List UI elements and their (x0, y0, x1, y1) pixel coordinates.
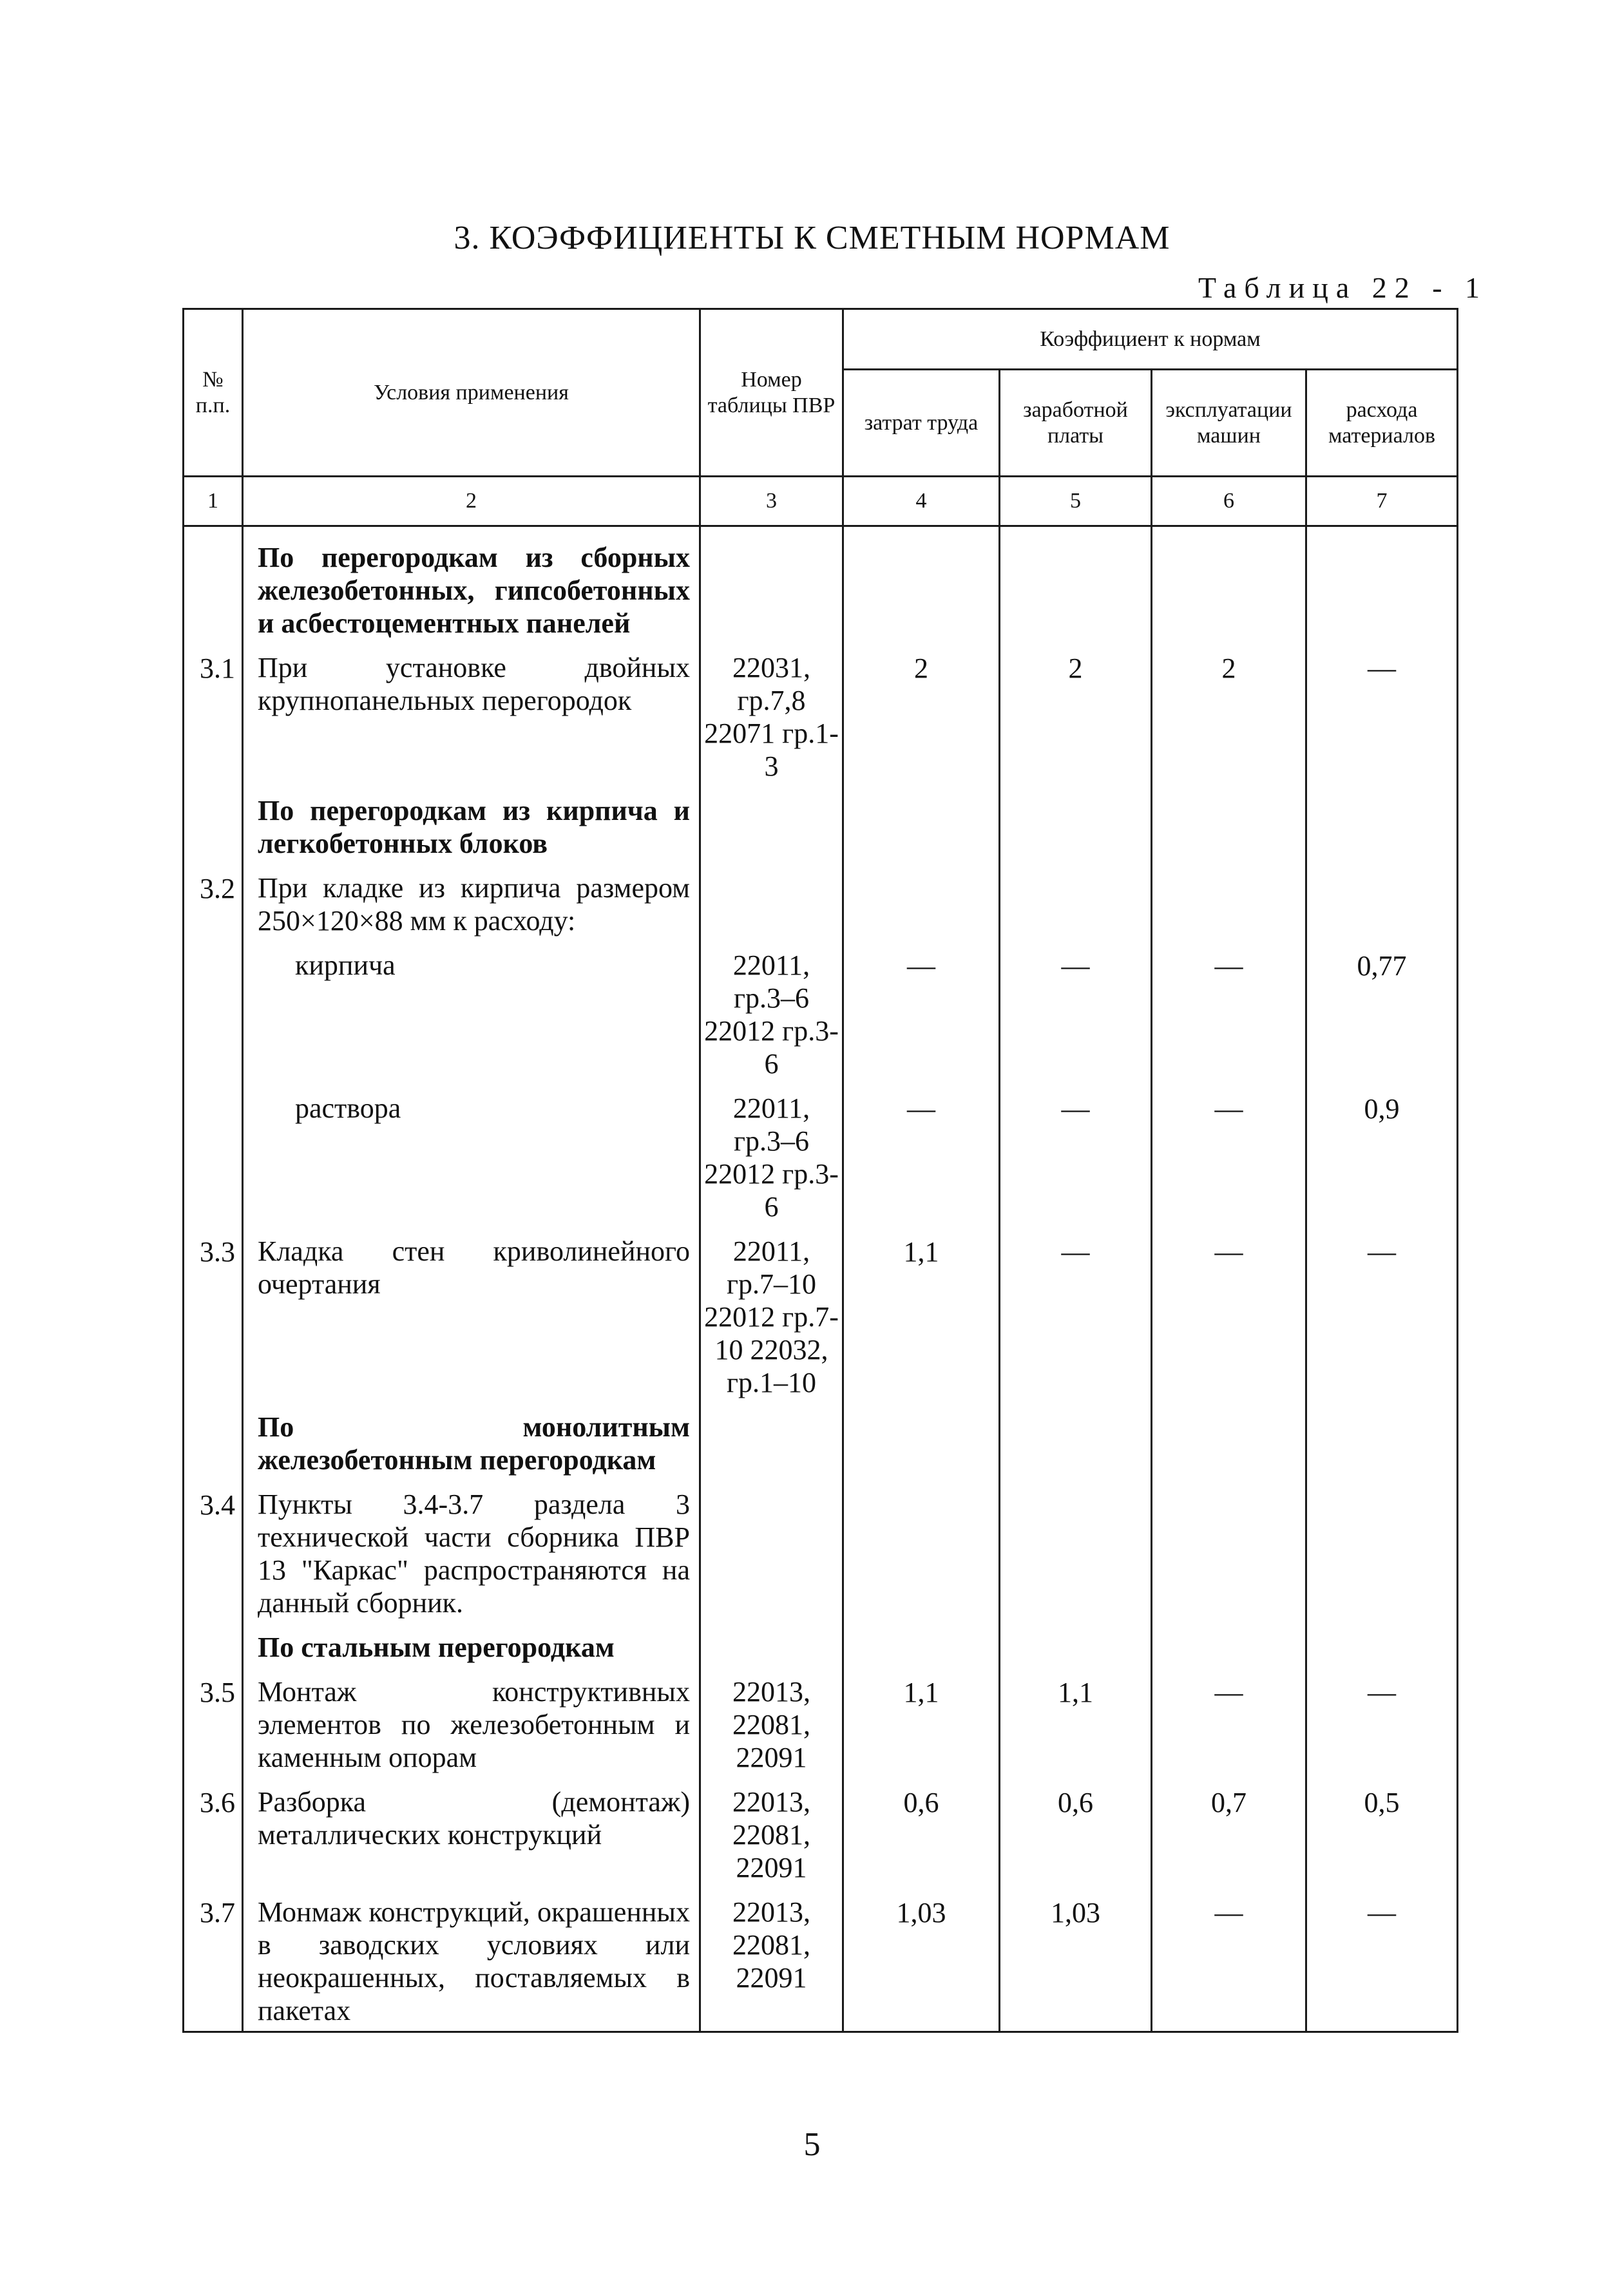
row-pvr-ref: 22011, гр.3–6 22012 гр.3-6 (700, 1092, 843, 1235)
coef-labor: 1,1 (843, 1675, 1000, 1785)
coef-labor (843, 1488, 1000, 1631)
header-pvr-table: Номер таблицы ПВР (700, 309, 843, 477)
coef-wages: — (1000, 1235, 1152, 1411)
header-wages: заработной платы (1000, 370, 1152, 477)
coef-labor: 2 (843, 651, 1000, 794)
header-coefficient-group: Коэффициент к нормам (843, 309, 1458, 370)
row-pvr-ref: 22031, гр.7,8 22071 гр.1-3 (700, 651, 843, 794)
coef-labor: — (843, 1092, 1000, 1235)
row-conditions: При установке двойных крупнопанельных перегородок (243, 651, 700, 794)
table-row (184, 1235, 1458, 1411)
coef-materials: 0,5 (1306, 1785, 1458, 1896)
table-row (184, 1675, 1458, 1785)
coef-materials: — (1306, 1896, 1458, 2032)
coef-materials: 0,77 (1306, 949, 1458, 1092)
header-machines: эксплуатации машин (1152, 370, 1306, 477)
coef-materials: 0,9 (1306, 1092, 1458, 1235)
coef-labor: 1,1 (843, 1235, 1000, 1411)
table-row (184, 949, 1458, 1092)
column-number: 2 (243, 477, 700, 526)
row-number (184, 949, 243, 1092)
row-pvr-ref (700, 871, 843, 949)
row-conditions: Кладка стен криволинейного очертания (243, 1235, 700, 1411)
row-conditions: Пункты 3.4-3.7 раздела 3 технической части сборника ПВР 13 "Каркас" распространяются на данный сборник. (243, 1488, 700, 1631)
row-number: 3.1 (184, 651, 243, 794)
coef-wages (1000, 1488, 1152, 1631)
table-row (184, 1785, 1458, 1896)
coef-labor: 1,03 (843, 1896, 1000, 2032)
header-conditions: Условия применения (243, 309, 700, 477)
coef-materials (1306, 871, 1458, 949)
coef-materials: — (1306, 651, 1458, 794)
section-row (184, 794, 1458, 871)
coef-labor (843, 871, 1000, 949)
column-number: 7 (1306, 477, 1458, 526)
row-conditions: Монмаж конструкций, окрашенных в заводских условиях или неокрашенных, поставляемых в пакетах (243, 1896, 700, 2032)
coef-wages: 2 (1000, 651, 1152, 794)
header-no: № п.п. (184, 309, 243, 477)
table-row (184, 1488, 1458, 1631)
coef-machines: — (1152, 1896, 1306, 2032)
coef-machines: 2 (1152, 651, 1306, 794)
section-heading: По перегородкам из кирпича и легкобетонных блоков (243, 794, 700, 871)
table-row (184, 871, 1458, 949)
table-row (184, 651, 1458, 794)
column-number: 1 (184, 477, 243, 526)
coef-materials: — (1306, 1235, 1458, 1411)
coef-machines: — (1152, 949, 1306, 1092)
row-conditions: Разборка (демонтаж) металлических конструкций (243, 1785, 700, 1896)
section-row (184, 1411, 1458, 1488)
row-number: 3.4 (184, 1488, 243, 1631)
coef-wages: — (1000, 1092, 1152, 1235)
section-row (184, 526, 1458, 652)
section-row (184, 1631, 1458, 1675)
row-number: 3.2 (184, 871, 243, 949)
coef-machines: 0,7 (1152, 1785, 1306, 1896)
row-pvr-ref: 22013, 22081, 22091 (700, 1896, 843, 2032)
column-number: 4 (843, 477, 1000, 526)
coef-wages: 1,03 (1000, 1896, 1152, 2032)
coef-machines (1152, 871, 1306, 949)
coef-wages: 1,1 (1000, 1675, 1152, 1785)
coef-labor: — (843, 949, 1000, 1092)
coef-wages (1000, 871, 1152, 949)
row-pvr-ref (700, 1488, 843, 1631)
page-number: 5 (803, 2126, 821, 2163)
coef-labor: 0,6 (843, 1785, 1000, 1896)
coef-materials (1306, 1488, 1458, 1631)
coef-wages: — (1000, 949, 1152, 1092)
column-number: 6 (1152, 477, 1306, 526)
coef-materials: — (1306, 1675, 1458, 1785)
coef-machines: — (1152, 1092, 1306, 1235)
row-pvr-ref: 22013, 22081, 22091 (700, 1675, 843, 1785)
row-number: 3.5 (184, 1675, 243, 1785)
coef-machines: — (1152, 1235, 1306, 1411)
row-conditions: Монтаж конструктивных элементов по железобетонным и каменным опорам (243, 1675, 700, 1785)
table-label: Таблица 22 - 1 (1198, 271, 1488, 304)
section-heading: По монолитным железобетонным перегородкам (243, 1411, 700, 1488)
row-number: 3.7 (184, 1896, 243, 2032)
column-number: 3 (700, 477, 843, 526)
section-heading: По стальным перегородкам (243, 1631, 700, 1675)
row-pvr-ref: 22011, гр.7–10 22012 гр.7-10 22032, гр.1–10 (700, 1235, 843, 1411)
header-materials: расхода материалов (1306, 370, 1458, 477)
row-conditions: кирпича (295, 949, 396, 981)
table-row (184, 1092, 1458, 1235)
row-number: 3.3 (184, 1235, 243, 1411)
row-number: 3.6 (184, 1785, 243, 1896)
row-conditions: При кладке из кирпича размером 250×120×88 мм к расходу: (243, 871, 700, 949)
row-conditions: раствора (295, 1092, 401, 1124)
coef-machines: — (1152, 1675, 1306, 1785)
coef-wages: 0,6 (1000, 1785, 1152, 1896)
coef-machines (1152, 1488, 1306, 1631)
section-title: 3. КОЭФФИЦИЕНТЫ К СМЕТНЫМ НОРМАМ (454, 220, 1170, 256)
header-labor: затрат труда (843, 370, 1000, 477)
row-number (184, 1092, 243, 1235)
column-number: 5 (1000, 477, 1152, 526)
column-numbers-row (184, 477, 1458, 526)
table-row (184, 1896, 1458, 2032)
coefficients-table (182, 308, 1458, 2033)
row-pvr-ref: 22013, 22081, 22091 (700, 1785, 843, 1896)
section-heading: По перегородкам из сборных железобетонных, гипсобетонных и асбестоцементных панелей (243, 526, 700, 652)
row-pvr-ref: 22011, гр.3–6 22012 гр.3-6 (700, 949, 843, 1092)
